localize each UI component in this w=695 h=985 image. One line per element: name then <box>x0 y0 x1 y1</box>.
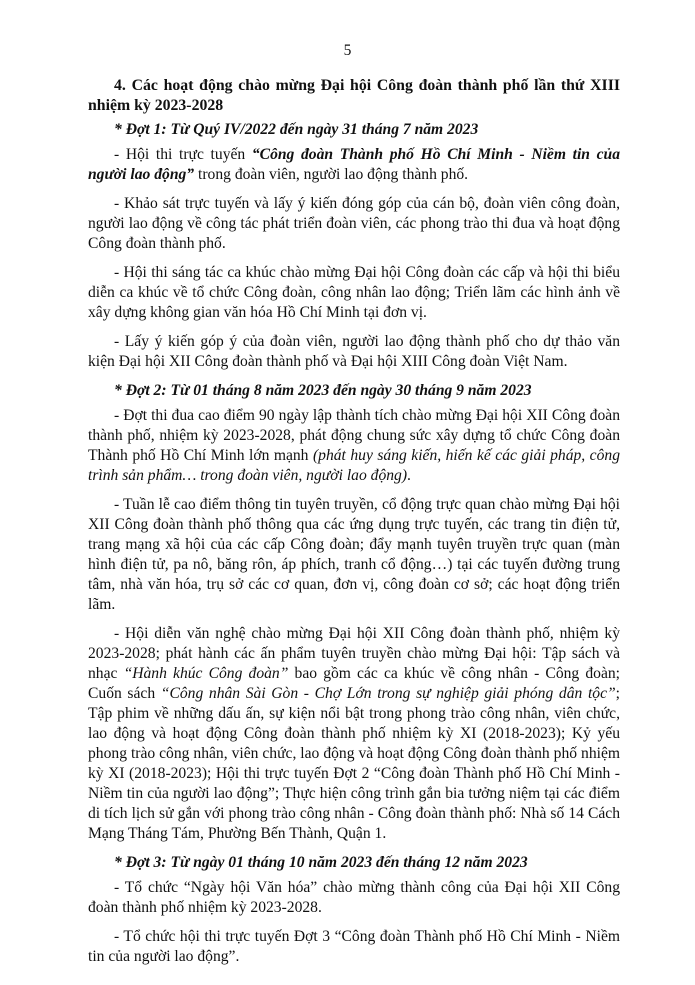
text-run: ; Tập phim về những dấu ấn, sự kiện nổi bật trong phong trào công nhân, viên chức, lao động và hoạt động Công đoàn thành phố nhiệm kỳ XI (2018-2023); Kỷ yếu phong trào công nhân, viên chức, lao động và hoạt động Công đoàn thành phố nhiệm kỳ XI (2018-2023); Hội thi trực tuyến Đợt 2 “Công đoàn Thành phố Hồ Chí Minh - Niềm tin của người lao động”; Thực hiện công trình gắn bia tưởng niệm tại các điểm di tích lịch sử gắn với phong trào công nhân - Công đoàn thành phố: Nhà số 14 Cách Mạng Tháng Tám, Phường Bến Thành, Quận 1. <box>88 685 621 842</box>
text-run: trong đoàn viên, người lao động thành phố. <box>194 166 469 183</box>
book-title: “Công nhân Sài Gòn - Chợ Lớn trong sự nghiệp giải phóng dân tộc” <box>160 685 616 702</box>
phase-1-paragraph-2: - Khảo sát trực tuyến và lấy ý kiến đóng góp của cán bộ, đoàn viên công đoàn, người lao động về công tác phát triển đoàn viên, các phong trào thi đua và hoạt động Công đoàn thành phố. <box>88 195 620 252</box>
phase-3-paragraph-1: - Tổ chức “Ngày hội Văn hóa” chào mừng thành công của Đại hội XII Công đoàn thành phố nhiệm kỳ 2023-2028. <box>88 879 620 916</box>
phase-3-heading: * Đợt 3: Từ ngày 01 tháng 10 năm 2023 đến tháng 12 năm 2023 <box>114 854 528 871</box>
phase-2-paragraph-3 <box>88 624 620 844</box>
phase-1-heading: * Đợt 1: Từ Quý IV/2022 đến ngày 31 tháng 7 năm 2023 <box>114 121 479 138</box>
phase-2-paragraph-1 <box>88 406 620 486</box>
text-run: bao gồm các ca khúc về công nhân - Công đoàn; Cuốn sách <box>88 665 621 702</box>
text-run: . <box>407 467 411 484</box>
text-run: - Hội thi trực tuyến <box>114 146 252 163</box>
page-number: 5 <box>343 42 352 59</box>
phase-2-paragraph-2: - Tuần lễ cao điểm thông tin tuyên truyền, cổ động trực quan chào mừng Đại hội XII Công đoàn thành phố thông qua các ứng dụng trực tuyến, các trang tin điện tử, trang mạng xã hội của các cấp Công đoàn; đẩy mạnh tuyên truyền trực quan (màn hình điện tử, pa nô, băng rôn, áp phích, tranh cổ động…) tại các tuyến đường trung tâm, nhà văn hóa, trụ sở các cơ quan, đơn vị, công đoàn cơ sở; các hoạt động triển lãm. <box>88 496 620 613</box>
phase-3-paragraph-2: - Tổ chức hội thi trực tuyến Đợt 3 “Công đoàn Thành phố Hồ Chí Minh - Niềm tin của người lao động”. <box>88 928 620 965</box>
document-body <box>88 76 620 976</box>
section-title: 4. Các hoạt động chào mừng Đại hội Công đoàn thành phố lần thứ XIII nhiệm kỳ 2023-2028 <box>88 77 620 114</box>
contest-name: “Công đoàn Thành phố Hồ Chí Minh - Niềm tin của người lao động” <box>88 146 620 183</box>
phase-2-heading: * Đợt 2: Từ 01 tháng 8 năm 2023 đến ngày 30 tháng 9 năm 2023 <box>114 382 532 399</box>
phase-1-paragraph-1 <box>88 145 620 185</box>
phase-1-paragraph-4: - Lấy ý kiến góp ý của đoàn viên, người lao động thành phố cho dự thảo văn kiện Đại hội XII Công đoàn thành phố và Đại hội XIII Công đoàn Việt Nam. <box>88 333 620 370</box>
phase-1-paragraph-3: - Hội thi sáng tác ca khúc chào mừng Đại hội Công đoàn các cấp và hội thi biểu diễn ca khúc về tổ chức Công đoàn, công nhân lao động; Triển lãm các hình ảnh về xây dựng không gian văn hóa Hồ Chí Minh tại đơn vị. <box>88 264 620 321</box>
text-run: - Đợt thi đua cao điểm 90 ngày lập thành tích chào mừng Đại hội XII Công đoàn thành phố, nhiệm kỳ 2023-2028, phát động chung sức xây dựng tổ chức Công đoàn Thành phố Hồ Chí Minh lớn mạnh <box>88 407 620 464</box>
italic-note: (phát huy sáng kiến, hiến kế các giải pháp, công trình sản phẩm… trong đoàn viên, người lao động) <box>88 447 620 484</box>
text-run: - Hội diễn văn nghệ chào mừng Đại hội XII Công đoàn thành phố, nhiệm kỳ 2023-2028; phát hành các ấn phẩm tuyên truyền chào mừng Đại hội: Tập sách và nhạc <box>88 625 620 682</box>
book-title: “Hành khúc Công đoàn” <box>123 665 289 682</box>
